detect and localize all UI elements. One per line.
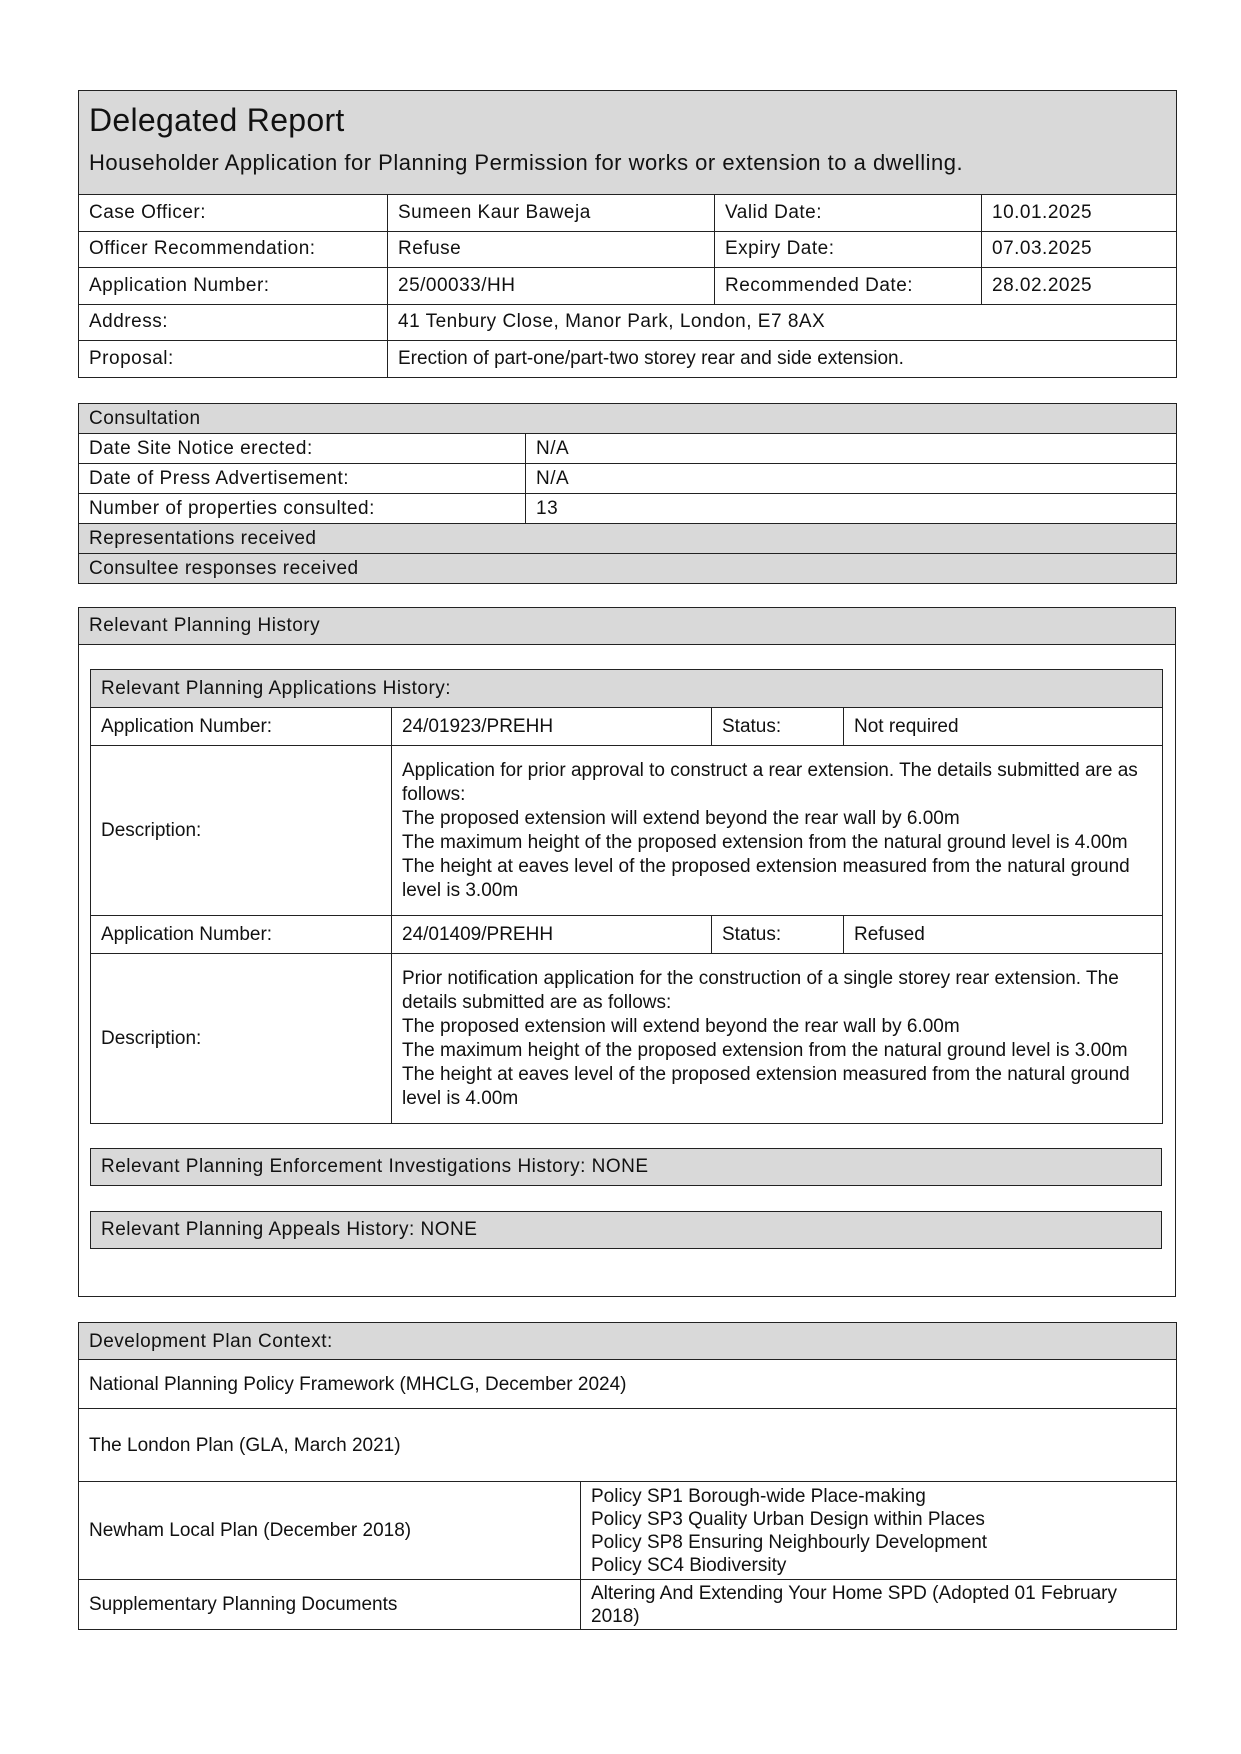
report-subtitle: Householder Application for Planning Permission for works or extension to a dwelling.	[89, 150, 964, 175]
label: Valid Date:	[715, 195, 982, 232]
local-plan: Newham Local Plan (December 2018)	[79, 1482, 581, 1580]
spd: Altering And Extending Your Home SPD (Adopted 01 February 2018)	[581, 1580, 1177, 1630]
representations-heading: Representations received	[79, 524, 1177, 554]
application-status: Refused	[844, 916, 1163, 954]
site-notice-date: N/A	[526, 434, 1177, 464]
application-status: Not required	[844, 708, 1163, 746]
spd-label: Supplementary Planning Documents	[79, 1580, 581, 1630]
enforcement-history: Relevant Planning Enforcement Investigations History: NONE	[90, 1148, 1162, 1186]
label: Description:	[91, 746, 392, 916]
development-plan-table	[78, 1322, 1177, 1630]
label: Expiry Date:	[715, 231, 982, 268]
label: Application Number:	[79, 268, 388, 305]
local-plan-policies: Policy SP1 Borough-wide Place-making Policy SP3 Quality Urban Design within Places Policy SP8 Ensuring Neighbourly Development Policy SC4 Biodiversity	[581, 1482, 1177, 1580]
label: Officer Recommendation:	[79, 231, 388, 268]
valid-date: 10.01.2025	[982, 195, 1177, 232]
applications-history-heading: Relevant Planning Applications History:	[91, 670, 1163, 708]
label: Number of properties consulted:	[79, 494, 526, 524]
application-description: Prior notification application for the construction of a single storey rear extension. The details submitted are as follows: The proposed extension will extend beyond the rear wall by 6.00m The maximum height of the proposed extension from the natural ground level is 3.00m The height at eaves level of the proposed extension measured from the natural ground level is 4.00m	[392, 954, 1163, 1124]
label: Status:	[712, 708, 844, 746]
planning-history-heading: Relevant Planning History	[79, 608, 1175, 645]
label: Application Number:	[91, 708, 392, 746]
london-plan: The London Plan (GLA, March 2021)	[79, 1409, 1177, 1482]
application-number: 25/00033/HH	[388, 268, 715, 305]
appeals-history: Relevant Planning Appeals History: NONE	[90, 1211, 1162, 1249]
case-officer: Sumeen Kaur Baweja	[388, 195, 715, 232]
label: Application Number:	[91, 916, 392, 954]
report-summary-table	[78, 90, 1177, 378]
label: Date of Press Advertisement:	[79, 464, 526, 494]
consultation-heading: Consultation	[79, 404, 1177, 434]
label: Proposal:	[79, 341, 388, 378]
application-description: Application for prior approval to construct a rear extension. The details submitted are as follows: The proposed extension will extend beyond the rear wall by 6.00m The maximum height of the proposed extension from the natural ground level is 4.00m The height at eaves level of the proposed extension measured from the natural ground level is 3.00m	[392, 746, 1163, 916]
properties-consulted: 13	[526, 494, 1177, 524]
expiry-date: 07.03.2025	[982, 231, 1177, 268]
label: Date Site Notice erected:	[79, 434, 526, 464]
consultation-table	[78, 403, 1177, 584]
label: Address:	[79, 304, 388, 341]
recommendation: Refuse	[388, 231, 715, 268]
proposal: Erection of part-one/part-two storey rear and side extension.	[388, 341, 1177, 378]
label: Recommended Date:	[715, 268, 982, 305]
label: Case Officer:	[79, 195, 388, 232]
development-plan-heading: Development Plan Context:	[79, 1323, 1177, 1360]
label: Status:	[712, 916, 844, 954]
nppf: National Planning Policy Framework (MHCLG, December 2024)	[79, 1360, 1177, 1409]
press-advert-date: N/A	[526, 464, 1177, 494]
planning-history-section	[78, 607, 1176, 1297]
consultee-heading: Consultee responses received	[79, 554, 1177, 584]
recommended-date: 28.02.2025	[982, 268, 1177, 305]
applications-history-table	[90, 669, 1163, 1124]
report-title: Delegated Report	[89, 102, 345, 138]
address: 41 Tenbury Close, Manor Park, London, E7 8AX	[388, 304, 1177, 341]
label: Description:	[91, 954, 392, 1124]
application-number: 24/01923/PREHH	[392, 708, 712, 746]
application-number: 24/01409/PREHH	[392, 916, 712, 954]
